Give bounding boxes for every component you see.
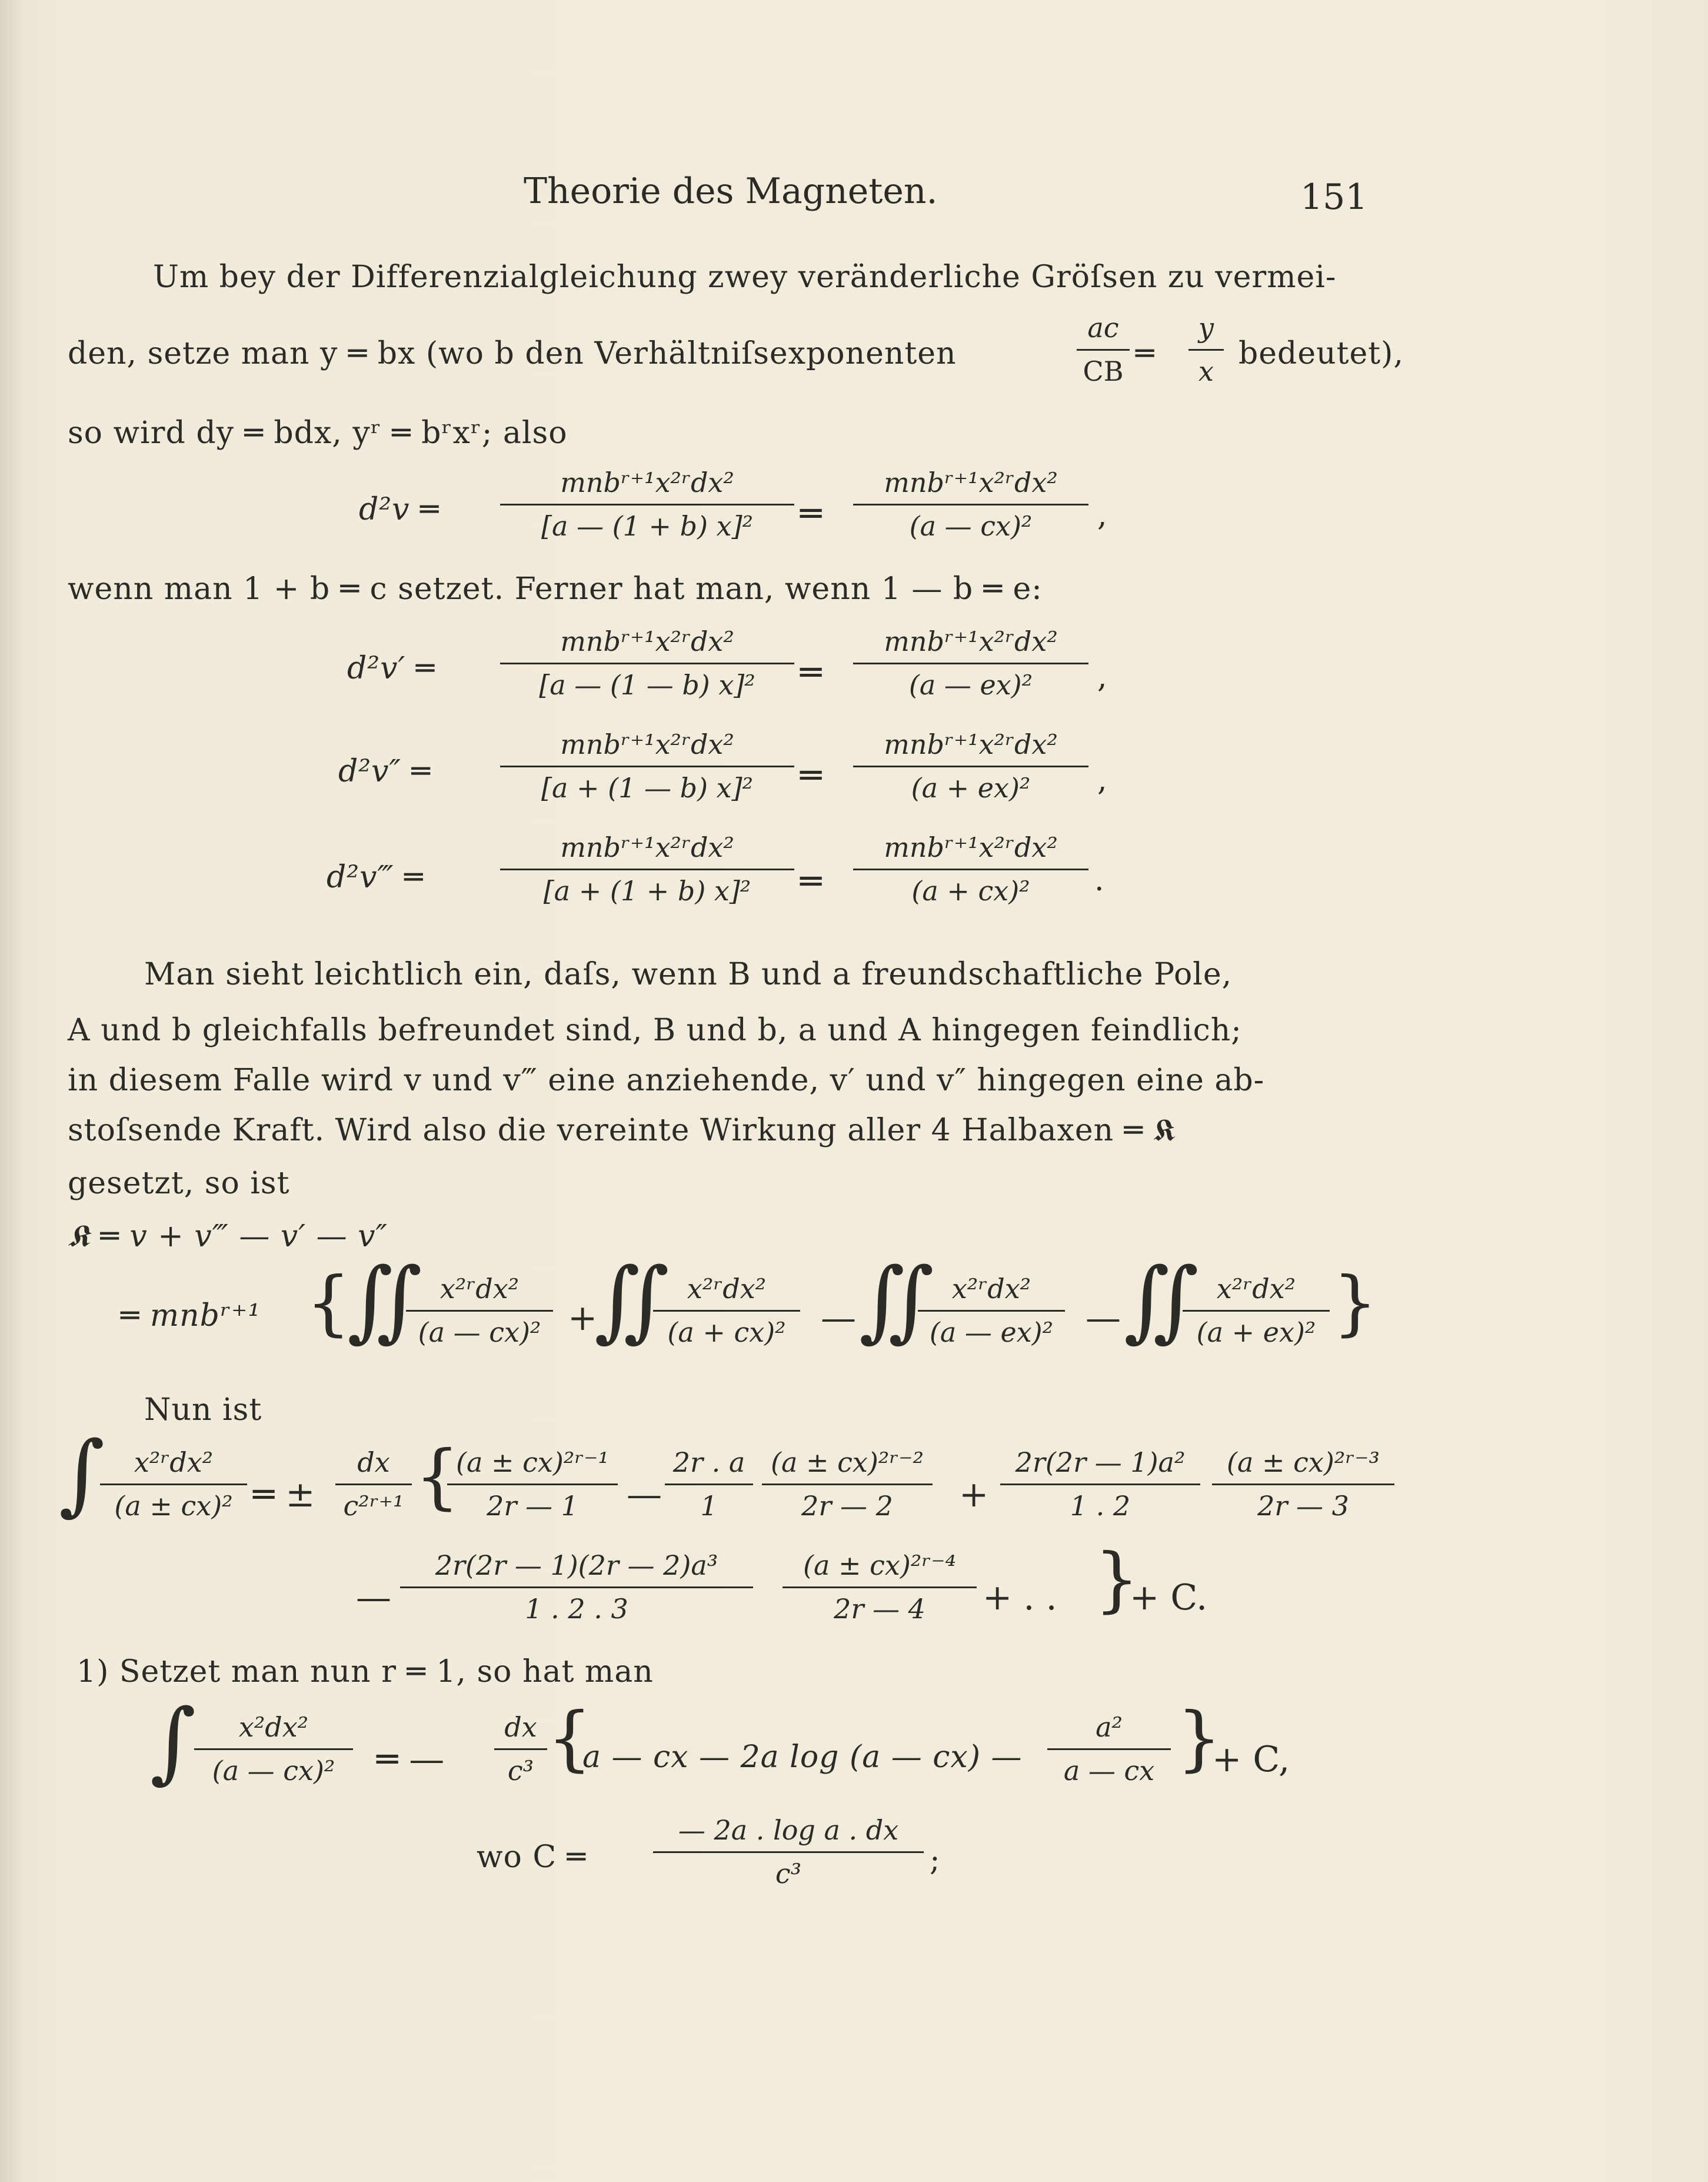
text-line: gesetzt, so ist [68, 1166, 290, 1201]
fraction: (a ± cx)²ʳ⁻³ 2r — 3 [1212, 1448, 1394, 1521]
text-line: wenn man 1 + b ═ c setzet. Ferner hat man, wenn 1 — b ═ e: [68, 571, 1043, 607]
fraction: (a ± cx)²ʳ⁻² 2r — 2 [762, 1448, 933, 1521]
text-line: in diesem Falle wird v und v‴ eine anziehende, v′ und v″ hingegen eine ab- [68, 1063, 1265, 1098]
fraction: x²ʳdx² (a — cx)² [406, 1274, 553, 1347]
fraction: x²dx² (a — cx)² [194, 1712, 353, 1785]
operator: — [821, 1298, 856, 1339]
close-brace: } [1177, 1698, 1222, 1779]
constant: + C, [1212, 1739, 1290, 1780]
fraction: (a ± cx)²ʳ⁻¹ 2r — 1 [447, 1448, 618, 1521]
double-integral-sign: ∬ [1124, 1249, 1199, 1352]
equation-line: 𝕶 ═ v + v‴ — v′ — v″ [68, 1219, 388, 1254]
text-line: Nun ist [144, 1392, 262, 1428]
open-brace: { [415, 1436, 460, 1518]
double-integral-sign: ∬ [347, 1249, 422, 1352]
fraction: 2r(2r — 1)a² 1 . 2 [1000, 1448, 1200, 1521]
fraction: mnbʳ⁺¹x²ʳdx² (a — ex)² [853, 627, 1088, 700]
fraction: 2r . a 1 [665, 1448, 753, 1521]
open-brace: { [306, 1262, 351, 1344]
close-brace: } [1333, 1262, 1378, 1344]
fraction: mnbʳ⁺¹x²ʳdx² (a — cx)² [853, 468, 1088, 541]
equals-plus-minus: ═ ± [253, 1474, 315, 1515]
fraction: — 2a . log a . dx c³ [653, 1815, 924, 1888]
fraction: mnbʳ⁺¹x²ʳdx² [a + (1 + b) x]² [500, 833, 794, 906]
equals-sign: ═ [800, 652, 822, 693]
equals-sign: ═ [800, 861, 822, 902]
fraction: mnbʳ⁺¹x²ʳdx² [a — (1 — b) x]² [500, 627, 794, 700]
operator: — [356, 1577, 391, 1618]
fraction: mnbʳ⁺¹x²ʳdx² [a + (1 — b) x]² [500, 730, 794, 803]
fraction: x²ʳdx² (a — ex)² [918, 1274, 1065, 1347]
equals-sign: ═ [1136, 336, 1155, 371]
fraction: (a ± cx)²ʳ⁻⁴ 2r — 4 [783, 1551, 977, 1624]
fraction-y-x: y x [1188, 313, 1224, 386]
fraction: mnbʳ⁺¹x²ʳdx² [a — (1 + b) x]² [500, 468, 794, 541]
text-line: 1) Setzet man nun r ═ 1, so hat man [76, 1654, 654, 1689]
equation-lhs: d²v′ ═ [347, 651, 435, 686]
integral-sign: ∫ [59, 1423, 105, 1525]
constant: + C. [1130, 1577, 1208, 1618]
fraction: 2r(2r — 1)(2r — 2)a³ 1 . 2 . 3 [400, 1551, 753, 1624]
equals-sign: ═ [800, 493, 822, 534]
equation-lhs: d²v ═ [359, 492, 440, 527]
fraction: dx c³ [494, 1712, 547, 1785]
fraction: mnbʳ⁺¹x²ʳdx² (a + cx)² [853, 833, 1088, 906]
fraction: x²ʳdx² (a + cx)² [653, 1274, 800, 1347]
fraction: dx c²ʳ⁺¹ [335, 1448, 412, 1521]
punctuation: , [1097, 763, 1108, 798]
text-line: bedeutet), [1238, 336, 1404, 371]
close-brace: } [1094, 1539, 1140, 1621]
fraction-ac-cb: ac CB [1077, 313, 1130, 386]
punctuation: . [1094, 863, 1105, 898]
punctuation: ; [930, 1842, 941, 1878]
operator: + . . [983, 1577, 1057, 1618]
text-line: so wird dy ═ bdx, yʳ ═ bʳxʳ; also [68, 415, 568, 451]
text-line: Um bey der Differenzialgleichung zwey veränderliche Gröſsen zu vermei- [153, 260, 1337, 295]
operator: — [1086, 1298, 1121, 1339]
equation-prefix: ═ mnbʳ⁺¹ [121, 1298, 261, 1333]
text-line: wo C ═ [477, 1840, 586, 1875]
fraction: a² a — cx [1047, 1712, 1171, 1785]
integral-sign: ∫ [150, 1691, 197, 1793]
double-integral-sign: ∬ [594, 1249, 670, 1352]
operator: + [568, 1298, 598, 1339]
running-head: Theorie des Magneten. [524, 171, 938, 212]
open-brace: { [547, 1698, 592, 1779]
fraction: x²ʳdx² (a + ex)² [1183, 1274, 1330, 1347]
operator: — [627, 1474, 662, 1515]
double-integral-sign: ∬ [859, 1249, 934, 1352]
text-line: A und b gleichfalls befreundet sind, B und b, a und A hingegen feindlich; [68, 1013, 1242, 1048]
equation-lhs: d²v‴ ═ [327, 860, 424, 895]
bracketed-expression: a — cx — 2a log (a — cx) — [582, 1739, 1023, 1775]
fraction: mnbʳ⁺¹x²ʳdx² (a + ex)² [853, 730, 1088, 803]
equation-lhs: d²v″ ═ [338, 754, 431, 789]
text-line: Man sieht leichtlich ein, daſs, wenn B und a freundschaftliche Pole, [144, 957, 1233, 992]
equals-minus: ═ — [377, 1739, 445, 1780]
punctuation: , [1097, 498, 1108, 533]
fraction: x²ʳdx² (a ± cx)² [100, 1448, 247, 1521]
page-number: 151 [1300, 177, 1368, 218]
equals-sign: ═ [800, 755, 822, 796]
operator: + [959, 1474, 989, 1515]
text-line: den, setze man y ═ bx (wo b den Verhältniſsexponenten [68, 336, 957, 371]
punctuation: , [1097, 660, 1108, 695]
text-line: stoſsende Kraft. Wird also die vereinte Wirkung aller 4 Halbaxen ═ 𝕶 [68, 1113, 1176, 1148]
